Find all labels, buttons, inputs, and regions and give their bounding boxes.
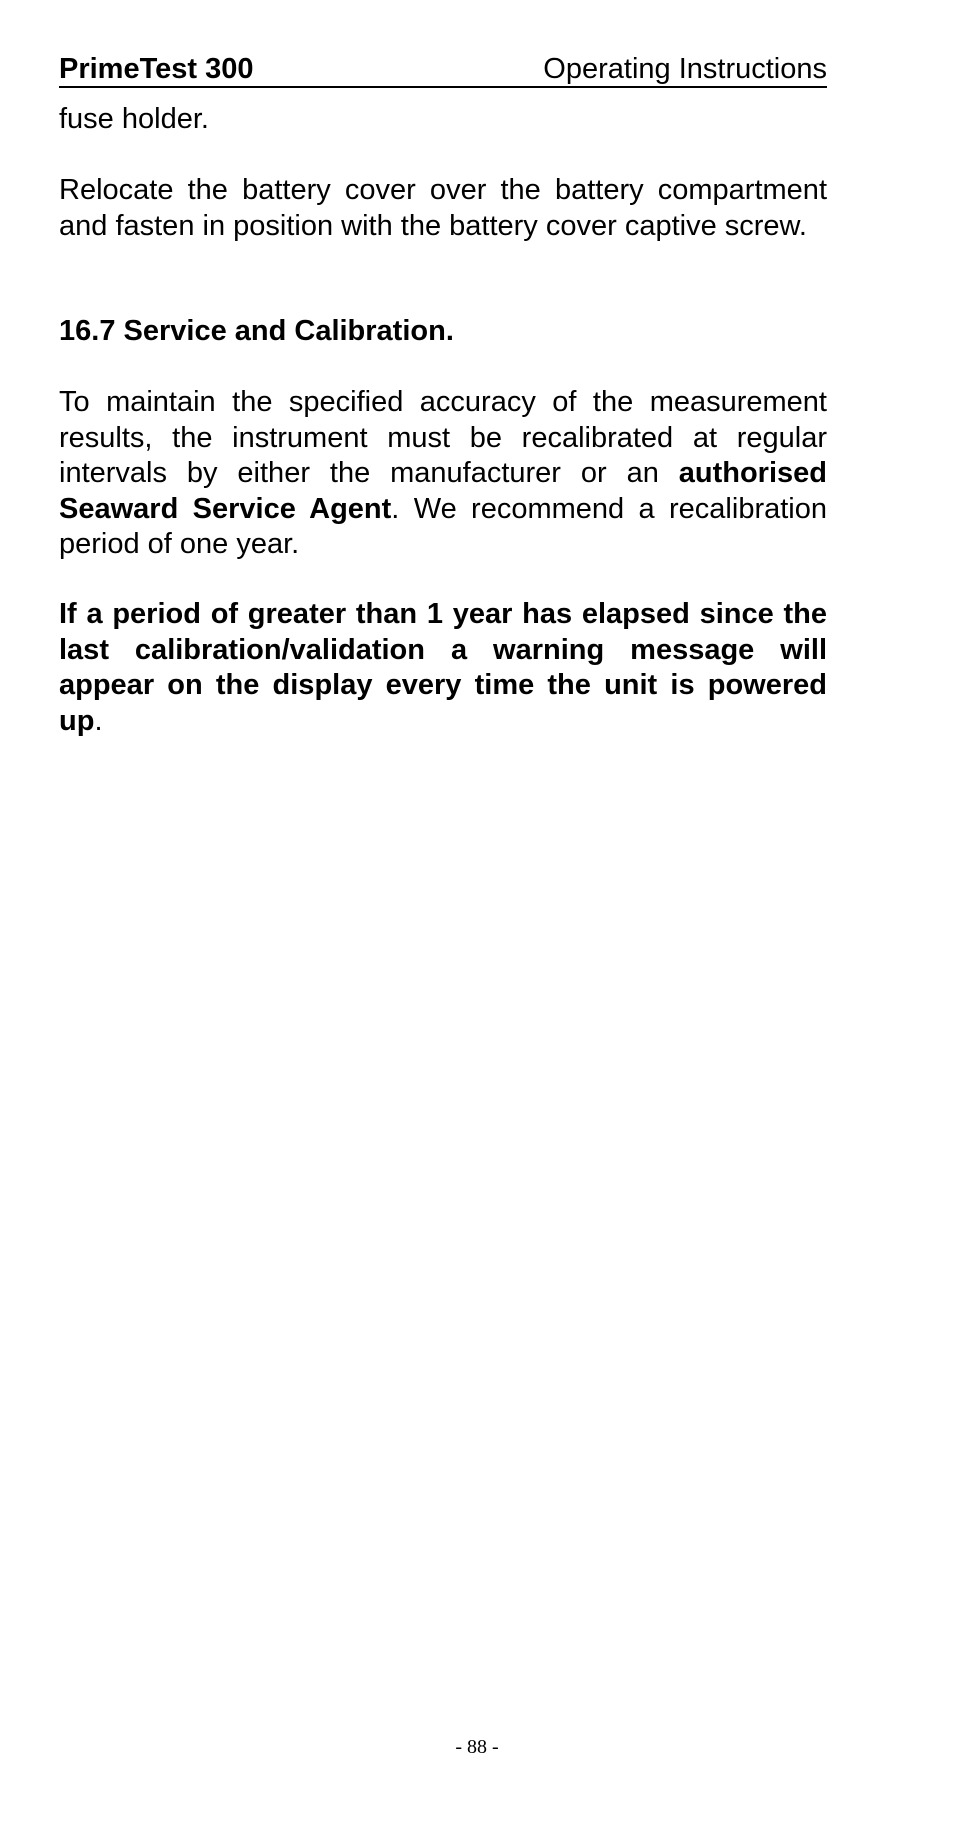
- calibration-warning-paragraph: [59, 597, 827, 739]
- section-heading: 16.7 Service and Calibration.: [59, 315, 454, 347]
- service-agent-emphasis: authorised Seaward Service Agent: [59, 457, 827, 525]
- calibration-text-start: To maintain the specified accuracy of the measurement results, the instrument must be recalibrated at regular intervals by either the manufacturer or an: [59, 386, 827, 489]
- fuse-holder-continuation: fuse holder.: [59, 103, 209, 135]
- page-number: - 88 -: [455, 1736, 499, 1758]
- calibration-paragraph: [59, 385, 827, 563]
- product-name: PrimeTest 300: [59, 53, 254, 85]
- document-type: Operating Instructions: [543, 53, 827, 85]
- relocate-battery-cover-paragraph: Relocate the battery cover over the battery compartment and fasten in position with the battery cover captive screw.: [59, 174, 827, 242]
- page-header: [59, 52, 827, 88]
- calibration-text-end: . We recommend a recalibration period of one year.: [59, 492, 827, 560]
- calibration-warning-period: .: [94, 704, 103, 737]
- calibration-warning-bold: If a period of greater than 1 year has elapsed since the last calibration/validation a warning message will appear on the display every time the unit is powered up: [59, 598, 827, 737]
